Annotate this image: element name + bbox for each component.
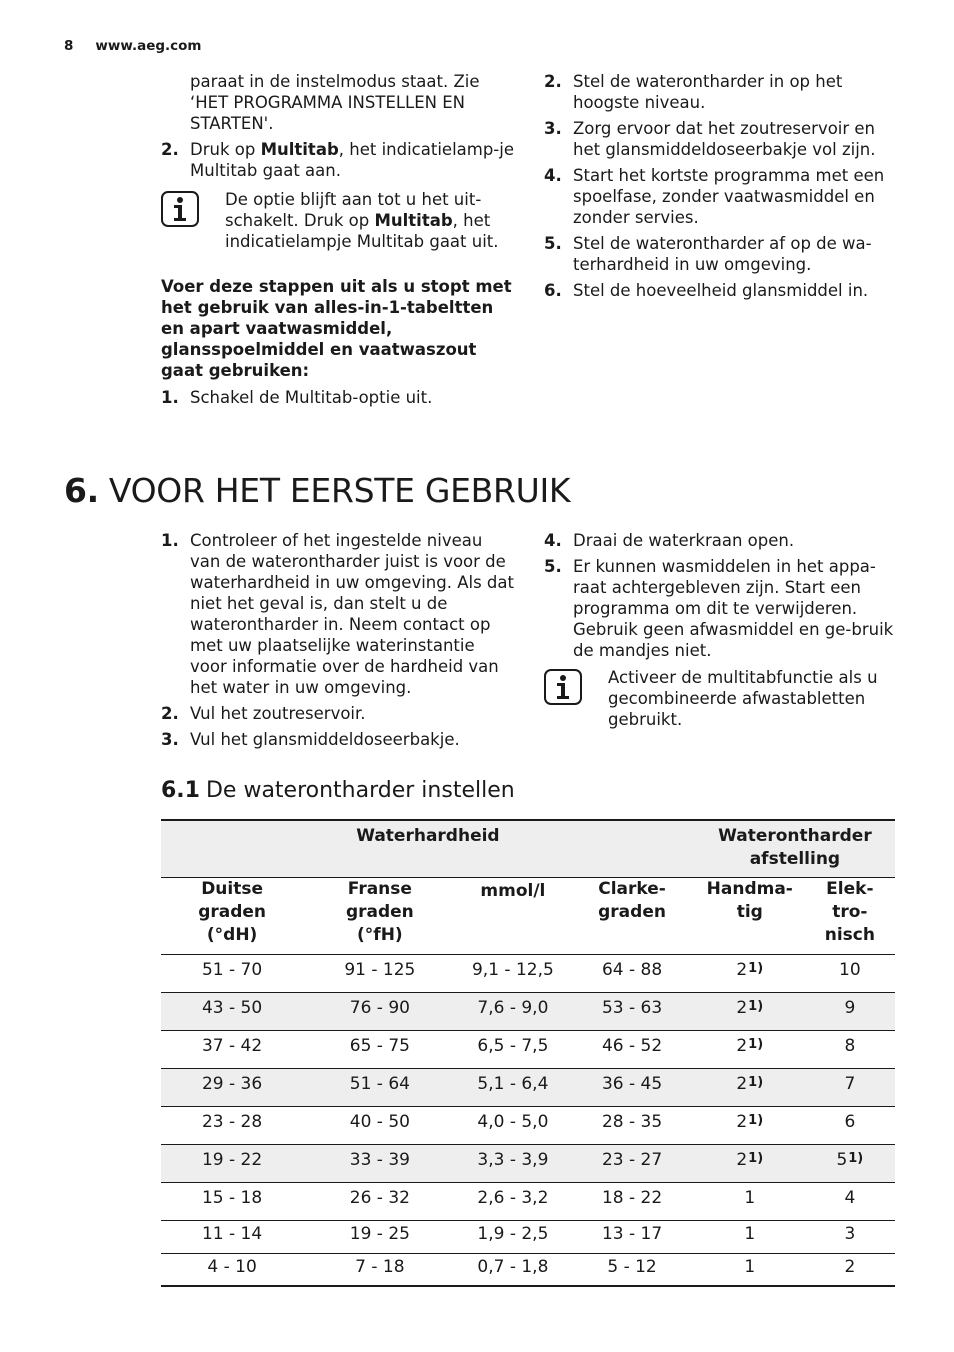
list-item: 5. Er kunnen wasmiddelen in het appa-raat achtergebleven zijn. Start een programma om dit te verwijderen. Gebruik geen afwasmiddel en ge-bruik de mandjes niet.	[544, 557, 894, 660]
table-group-header-row	[161, 820, 895, 877]
step-number: 2.	[161, 140, 179, 159]
footnote-mark: 1)	[748, 998, 764, 1014]
group-header: Waterhardheid	[161, 820, 695, 877]
list-item: 4. Start het kortste programma met een spoelfase, zonder vaatwasmiddel en zonder servies.	[544, 166, 885, 227]
column-header: Duitse graden (°dH)	[161, 877, 303, 954]
list-item: 2. Druk op Multitab, het indicatielamp-je Multitab gaat aan.	[161, 140, 514, 180]
page-number: 8	[64, 38, 74, 54]
table-row: 11 - 14 19 - 25 1,9 - 2,5 13 - 17 1 3	[161, 1220, 895, 1253]
list-item: 1. Controleer of het ingestelde niveau van de waterontharder juist is voor de waterhardheid in uw omgeving. Als dat niet het geval is, dan stelt u de waterontharder in. Neem contact op met uw plaatselijke waterinstantie voor informatie over de hardheid van het water in uw omgeving.	[161, 531, 514, 697]
page-header	[64, 38, 202, 54]
list-item: 1. Schakel de Multitab-optie uit.	[161, 388, 433, 407]
table-column-header-row	[161, 877, 895, 954]
column-header: Elek-tro-nisch	[805, 877, 895, 954]
instruction-heading: Voer deze stappen uit als u stopt met het gebruik van alles-in-1-tabeltten en apart vaatwasmiddel, glansspoelmiddel en vaatwaszout gaat gebruiken:	[161, 277, 512, 380]
top-right-column	[544, 71, 899, 306]
table-row: 4 - 10 7 - 18 0,7 - 1,8 5 - 12 1 2	[161, 1253, 895, 1286]
list-item: 6. Stel de hoeveelheid glansmiddel in.	[544, 281, 869, 300]
water-hardness-table	[161, 819, 895, 1287]
footnote-mark: 1)	[748, 1036, 764, 1052]
column-header: Clarke-graden	[569, 877, 695, 954]
table-row: 29 - 36 51 - 64 5,1 - 6,4 36 - 45 21) 7	[161, 1068, 895, 1106]
section-title: 6.1 De waterontharder instellen	[161, 778, 515, 803]
info-note: Activeer de multitabfunctie als u gecombineerde afwastabletten gebruikt.	[544, 667, 899, 730]
table-row: 15 - 18 26 - 32 2,6 - 3,2 18 - 22 1 4	[161, 1182, 895, 1220]
list-item: 3. Vul het glansmiddeldoseerbakje.	[161, 730, 460, 749]
website-url: www.aeg.com	[95, 38, 202, 54]
footnote-mark: 1)	[748, 1074, 764, 1090]
footnote-mark: 1)	[748, 1112, 764, 1128]
footnote-mark: 1)	[748, 960, 764, 976]
table-row: 43 - 50 76 - 90 7,6 - 9,0 53 - 63 21) 9	[161, 992, 895, 1030]
step-number: 1.	[161, 388, 179, 407]
column-header: Handma-tig	[695, 877, 805, 954]
table-row: 51 - 70 91 - 125 9,1 - 12,5 64 - 88 21) 10	[161, 954, 895, 992]
table-row: 37 - 42 65 - 75 6,5 - 7,5 46 - 52 21) 8	[161, 1030, 895, 1068]
table-row: 23 - 28 40 - 50 4,0 - 5,0 28 - 35 21) 6	[161, 1106, 895, 1144]
footnote-mark: 1)	[848, 1150, 864, 1166]
info-icon	[544, 669, 582, 705]
list-item: 5. Stel de waterontharder af op de wa-terhardheid in uw omgeving.	[544, 234, 872, 274]
list-item: 2. Stel de waterontharder in op het hoogste niveau.	[544, 72, 843, 112]
list-item: 4. Draai de waterkraan open.	[544, 531, 795, 550]
continuation-text: paraat in de instelmodus staat. Zie ‘HET PROGRAMMA INSTELLEN EN STARTEN'.	[190, 72, 480, 133]
column-header: Franse graden (°fH)	[303, 877, 456, 954]
chapter-number: 6.	[64, 471, 99, 510]
footnote-mark: 1)	[748, 1150, 764, 1166]
chapter-left-column	[161, 530, 516, 755]
column-header: mmol/l	[457, 877, 570, 954]
list-item: 2. Vul het zoutreservoir.	[161, 704, 366, 723]
chapter-right-column	[544, 530, 899, 730]
info-icon	[161, 191, 199, 227]
group-header: Waterontharder afstelling	[695, 820, 895, 877]
table-row: 19 - 22 33 - 39 3,3 - 3,9 23 - 27 21) 51)	[161, 1144, 895, 1182]
list-item: 3. Zorg ervoor dat het zoutreservoir en het glansmiddeldoseerbakje vol zijn.	[544, 119, 876, 159]
chapter-title: 6. VOOR HET EERSTE GEBRUIK	[64, 471, 571, 510]
info-note: De optie blijft aan tot u het uit-schakelt. Druk op Multitab, het indicatielampje Multitab gaat uit.	[161, 189, 516, 252]
top-left-column	[161, 71, 516, 413]
section-number: 6.1	[161, 778, 200, 803]
